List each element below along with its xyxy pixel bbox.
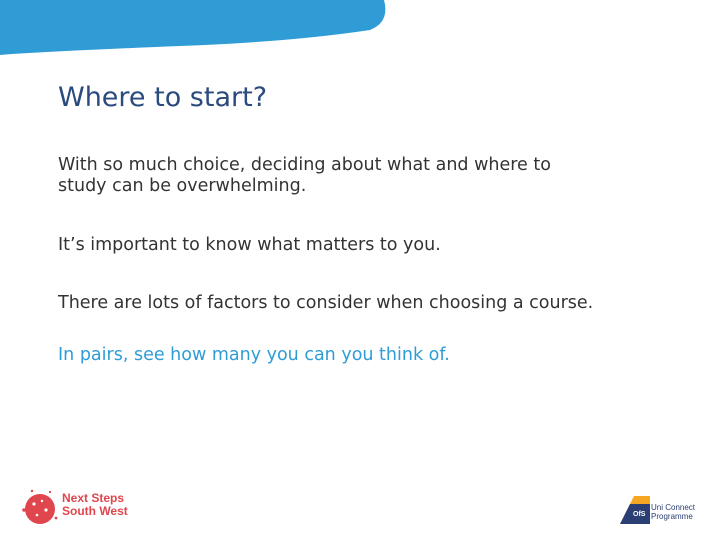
paragraph-factors: There are lots of factors to consider when choosing a course. [58,293,594,313]
uni-connect-logo-icon [620,494,650,524]
paragraph-pairs-prompt: In pairs, see how many you can you think of. [58,345,450,365]
slide-title: Where to start? [58,82,268,113]
decorative-header-blob [0,0,400,70]
uni-connect-logo-text: Uni Connect Programme [651,503,696,521]
next-steps-logo-icon [20,488,60,528]
paragraph-choice: With so much choice, deciding about what and where to study can be overwhelming. [58,155,551,196]
next-steps-logo-text: Next Steps South West [62,491,128,518]
paragraph-matters: It’s important to know what matters to you. [58,235,441,255]
ofs-badge-text: OfS [633,511,646,518]
